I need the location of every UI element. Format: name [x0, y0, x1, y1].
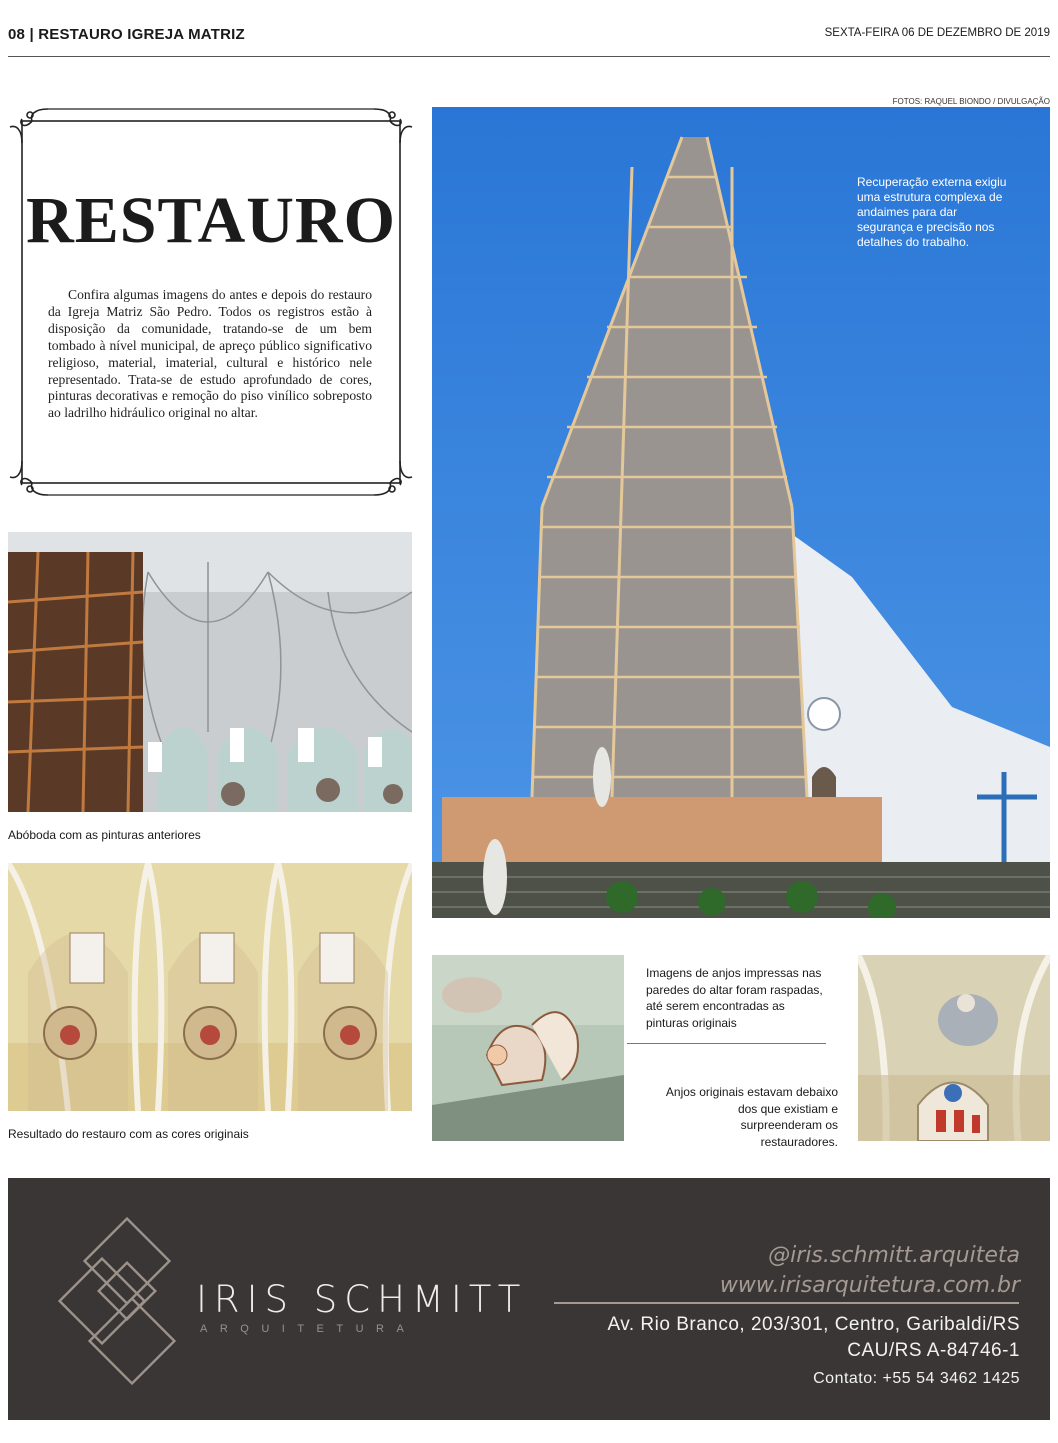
- photo-vault-before: [8, 532, 412, 812]
- ad-instagram[interactable]: @iris.schmitt.arquiteta: [768, 1243, 1020, 1268]
- article-title: RESTAURO: [26, 184, 396, 257]
- caption-vault-before: Abóboda com as pinturas anteriores: [8, 828, 201, 842]
- ad-divider: [554, 1302, 1019, 1304]
- photo-credit: FOTOS: RAQUEL BIONDO / DIVULGAÇÃO: [892, 97, 1050, 106]
- caption-vault-after: Resultado do restauro com as cores originais: [8, 1127, 249, 1141]
- edition-date: SEXTA-FEIRA 06 DE DEZEMBRO DE 2019: [824, 27, 1050, 39]
- photo-angel-scraped: [432, 955, 624, 1141]
- ad-contact-phone[interactable]: Contato: +55 54 3462 1425: [813, 1370, 1020, 1387]
- ad-registration: CAU/RS A-84746-1: [847, 1340, 1020, 1361]
- intro-paragraph: Confira algumas imagens do antes e depois do restauro da Igreja Matriz São Pedro. Todos os registros estão à disposição da comunidade, tratando-se de um bem tombado à nível municipal, de apreço público significativo religioso, material, imaterial, cultural e histórico nele representado. Trata-se de estudo aprofundado de cores, pinturas decorativas e remoção do piso vinílico sobreposto ao ladrilho hidráulico original no altar.: [48, 287, 372, 421]
- caption-divider: [627, 1043, 826, 1044]
- photo-angels-original: [858, 955, 1050, 1141]
- section-header: 08 | RESTAURO IGREJA MATRIZ: [8, 26, 245, 43]
- brand-logo-icon: [52, 1216, 197, 1391]
- ad-website-link[interactable]: www.irisarquitetura.com.br: [719, 1273, 1020, 1298]
- header-divider: [8, 56, 1050, 57]
- caption-tower: Recuperação externa exigiu uma estrutura complexa de andaimes para dar segurança e precisão nos detalhes do trabalho.: [857, 175, 1007, 249]
- ad-address: Av. Rio Branco, 203/301, Centro, Garibaldi/RS: [607, 1314, 1020, 1335]
- caption-angels-original: Anjos originais estavam debaixo dos que existiam e surpreenderam os restauradores.: [665, 1085, 838, 1149]
- ad-brand-subtitle: ARQUITETURA: [200, 1323, 417, 1335]
- ad-brand-name: IRIS SCHMITT: [196, 1278, 528, 1321]
- caption-angels-scraped: Imagens de anjos impressas nas paredes do altar foram raspadas, até serem encontradas as pinturas originais: [646, 966, 823, 1030]
- photo-vault-after: [8, 863, 412, 1111]
